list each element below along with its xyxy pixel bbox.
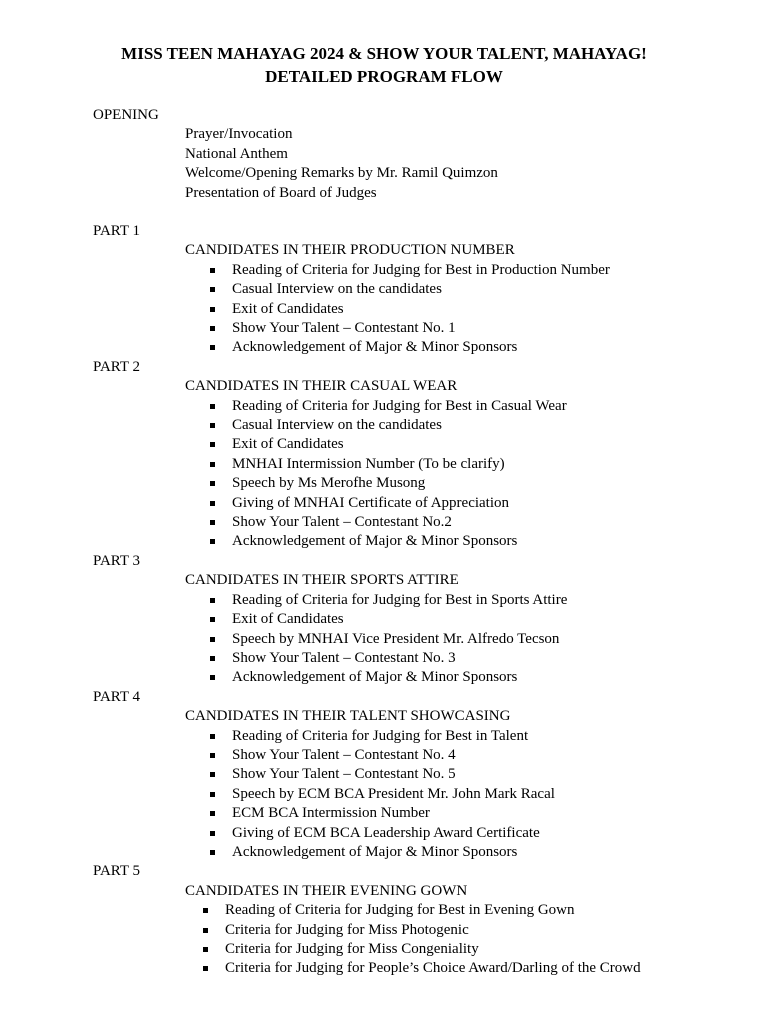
- square-bullet-icon: [210, 442, 215, 447]
- section-label: PART 5: [93, 863, 141, 880]
- section-opening: [0, 106, 768, 203]
- list-item: Reading of Criteria for Judging for Best in Evening Gown: [185, 901, 768, 920]
- square-bullet-icon: [210, 520, 215, 525]
- list-item: Criteria for Judging for Miss Photogenic: [185, 921, 768, 940]
- square-bullet-icon: [210, 637, 215, 642]
- list-item: Reading of Criteria for Judging for Best in Talent: [185, 727, 768, 746]
- list-item: MNHAI Intermission Number (To be clarify): [185, 455, 768, 474]
- square-bullet-icon: [210, 462, 215, 467]
- section-heading: CANDIDATES IN THEIR TALENT SHOWCASING: [185, 708, 511, 725]
- section-label: PART 4: [93, 688, 141, 705]
- square-bullet-icon: [210, 734, 215, 739]
- square-bullet-icon: [203, 966, 208, 971]
- square-bullet-icon: [210, 539, 215, 544]
- list-item: Exit of Candidates: [185, 435, 768, 454]
- section-part-4: [0, 688, 768, 863]
- list-item: Casual Interview on the candidates: [185, 416, 768, 435]
- section-heading: CANDIDATES IN THEIR CASUAL WEAR: [185, 378, 458, 395]
- square-bullet-icon: [210, 811, 215, 816]
- square-bullet-icon: [210, 792, 215, 797]
- square-bullet-icon: [210, 481, 215, 486]
- section-part-5: [0, 862, 768, 978]
- section-part-1: [0, 222, 768, 358]
- list-item: ECM BCA Intermission Number: [185, 804, 768, 823]
- square-bullet-icon: [210, 656, 215, 661]
- list-item: Show Your Talent – Contestant No.2: [185, 513, 768, 532]
- list-item: Acknowledgement of Major & Minor Sponsors: [185, 668, 768, 687]
- section-heading: CANDIDATES IN THEIR SPORTS ATTIRE: [185, 572, 459, 589]
- section-part-2: [0, 358, 768, 552]
- section-part-3: [0, 552, 768, 688]
- square-bullet-icon: [203, 928, 208, 933]
- section-label: PART 1: [93, 223, 141, 240]
- list-item: Reading of Criteria for Judging for Best in Casual Wear: [185, 397, 768, 416]
- list-item: Speech by MNHAI Vice President Mr. Alfredo Tecson: [185, 630, 768, 649]
- list-item: Reading of Criteria for Judging for Best in Sports Attire: [185, 591, 768, 610]
- list-item: Giving of ECM BCA Leadership Award Certificate: [185, 824, 768, 843]
- program-item: Prayer/Invocation: [185, 126, 293, 143]
- program-item: Welcome/Opening Remarks by Mr. Ramil Quimzon: [185, 165, 498, 182]
- list-item: Speech by Ms Merofhe Musong: [185, 474, 768, 493]
- square-bullet-icon: [210, 501, 215, 506]
- document-title: MISS TEEN MAHAYAG 2024 & SHOW YOUR TALENT, MAHAYAG!: [121, 44, 647, 63]
- list-item: Show Your Talent – Contestant No. 5: [185, 765, 768, 784]
- list-item: Exit of Candidates: [185, 300, 768, 319]
- list-item: Reading of Criteria for Judging for Best in Production Number: [185, 261, 768, 280]
- list-item: Exit of Candidates: [185, 610, 768, 629]
- document-subtitle: DETAILED PROGRAM FLOW: [265, 67, 503, 86]
- list-item: Acknowledgement of Major & Minor Sponsors: [185, 338, 768, 357]
- list-item: Criteria for Judging for People’s Choice Award/Darling of the Crowd: [185, 959, 768, 978]
- list-item: Acknowledgement of Major & Minor Sponsors: [185, 532, 768, 551]
- section-heading: CANDIDATES IN THEIR EVENING GOWN: [185, 882, 468, 899]
- square-bullet-icon: [210, 772, 215, 777]
- square-bullet-icon: [210, 617, 215, 622]
- program-item: National Anthem: [185, 145, 288, 162]
- list-item: Giving of MNHAI Certificate of Appreciation: [185, 494, 768, 513]
- square-bullet-icon: [210, 345, 215, 350]
- list-item: Speech by ECM BCA President Mr. John Mark Racal: [185, 785, 768, 804]
- program-item: Presentation of Board of Judges: [185, 184, 377, 201]
- list-item: Casual Interview on the candidates: [185, 280, 768, 299]
- program-flow: [0, 106, 768, 979]
- square-bullet-icon: [210, 423, 215, 428]
- square-bullet-icon: [203, 947, 208, 952]
- square-bullet-icon: [203, 908, 208, 913]
- square-bullet-icon: [210, 268, 215, 273]
- square-bullet-icon: [210, 287, 215, 292]
- square-bullet-icon: [210, 675, 215, 680]
- square-bullet-icon: [210, 307, 215, 312]
- list-item: Acknowledgement of Major & Minor Sponsors: [185, 843, 768, 862]
- list-item: Show Your Talent – Contestant No. 1: [185, 319, 768, 338]
- section-label: OPENING: [93, 107, 159, 123]
- section-label: PART 3: [93, 552, 141, 569]
- square-bullet-icon: [210, 598, 215, 603]
- square-bullet-icon: [210, 404, 215, 409]
- square-bullet-icon: [210, 326, 215, 331]
- section-label: PART 2: [93, 358, 141, 375]
- section-heading: CANDIDATES IN THEIR PRODUCTION NUMBER: [185, 242, 515, 259]
- list-item: Show Your Talent – Contestant No. 4: [185, 746, 768, 765]
- square-bullet-icon: [210, 831, 215, 836]
- square-bullet-icon: [210, 850, 215, 855]
- list-item: Show Your Talent – Contestant No. 3: [185, 649, 768, 668]
- square-bullet-icon: [210, 753, 215, 758]
- list-item: Criteria for Judging for Miss Congeniality: [185, 940, 768, 959]
